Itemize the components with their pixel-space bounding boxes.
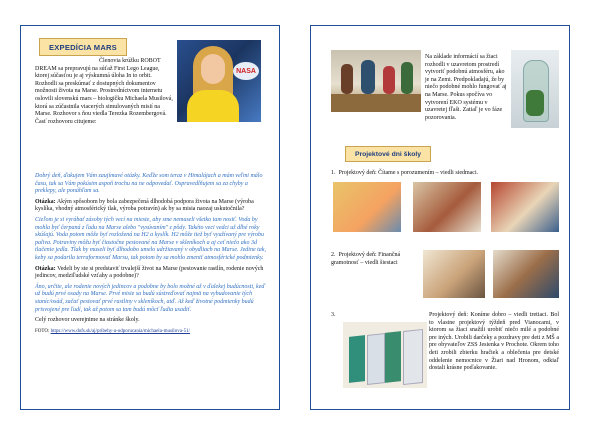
photo-credit <box>35 328 269 336</box>
question-2 <box>35 199 269 214</box>
intro-text: Členovia krúžku ROBOT DREAM sa prepravujú na súťaž First Lego League, ktorej súčasťou je aj výskumná úloha In to orbit. Rozhodli sa preskúmať z dostupných dokumentov možnosti života na Marse. Prostredníctvom internetu oslovili slovenskú mars – biologičku Michaela Musilová, ktorá sa zúčastnila viacerých simulovaných misií na Marse. Rozhovor s ňou viedla Terezka Rozembergová. Časť rozhovoru citujeme: <box>35 58 173 125</box>
question-2-label: Otázka: <box>35 198 56 205</box>
item-3-number: 3. <box>331 312 336 318</box>
project-item-2 <box>331 252 415 267</box>
item-1-text: Projektový deň: Čítame s porozumením – viedli siedmaci. <box>338 170 479 176</box>
eco-bottle-photo <box>511 50 559 128</box>
finance-photo-2 <box>493 250 559 298</box>
intro-paragraph <box>35 60 175 129</box>
item-1-number: 1. <box>331 170 336 176</box>
experiment-text: Na základe informácií sa žiaci rozhodli v uzavretom prostredí vytvoriť podobnú atmosféru, ako je na Zemi. Predpokladajú, že by niečo podobné mohlo fungovať aj na Marse. Pokus spočíva vo vytvorení EKO systému v uzavretej fľaši. Zatiaľ je vo fáze pozorovania. <box>425 54 507 121</box>
item-3-text: Projektový deň: Koníme dobro – viedli tretiaci. Bol to vlastne projektový týždeň pred Vianocami, v ktorom sa žiaci snažili urobiť niečo milé a podobné pre iných. Urobili darčeky a pozdravy pre deti z MŠ a pre obyvateľov ZSS Jesienka v Prochote. Okrem toho deti zrobili zbierku hračiek a oblečenia pre detské oddelenie nemocnice v Žiari nad Hronom, odkiaľ dostali krásne poďakovanie. <box>429 312 559 372</box>
newsletter-page-right <box>310 25 570 410</box>
answer-2: Cieľom je si vyrábať zásoby tých vecí na mieste, aby sme nemuseli všetko tam nosiť. Voda by mohla byť čerpaná z ľadu na Marse alebo "vysúvaním" z pôdy. Takéto veci vedci už dlhé roky skúšajú. Voda potom môže byť rozložená na H2 a kyslík. H2 môže tiež byť využívaný pre výrobu paliva. Potraviny môžu byť čiastočne pestované na Marse v skleníkoch a aj ceť niečo ako 3d tlačenie jedla. Tlak by museli byť dlhodobo umelo udržiavaný v obydliach na Marse. Jedine tak, keby sa podarila terraformovať Marsu, tak potom by sa mohlo zmeniť atmosférické podmienky. <box>35 216 266 261</box>
portrait-photo: NASA <box>177 40 261 122</box>
closing-line: Celý rozhovor uverejnime na stránke školy. <box>35 317 140 324</box>
question-3-label: Otázka: <box>35 265 56 272</box>
reading-photo-2 <box>413 182 481 232</box>
question-3 <box>35 266 269 281</box>
interview-body <box>35 173 269 338</box>
experiment-intro <box>425 54 509 125</box>
classroom-experiment-photo <box>331 50 421 112</box>
photo-source-link[interactable]: https://www.dofs.sk/aj/pribehy-a-odporucania/michaela-musilova-51/ <box>50 328 190 334</box>
books-photo <box>343 322 427 388</box>
photo-label: FOTO: <box>35 328 50 334</box>
section-title: Projektové dni školy <box>345 146 431 162</box>
project-item-1 <box>331 170 561 178</box>
reading-photo-1 <box>333 182 401 232</box>
newsletter-page-left <box>20 25 280 410</box>
answer-3: Áno, určite, ale rodenie nových jedincov a podobne by bolo možné až v ďalekej budúcnosti, keď už budú prvé osady na Marse. Prvé misie sa budú sústreďovať najmä na vybudovanie tých staníc/osád, začať pestovať prvé rastliny v skleníkoch, atď. Až keď životné podmienky budú prisvojené pre ľudí, tak až potom sa tam budú môcť ľudia usadiť. <box>35 283 266 313</box>
finance-photo-1 <box>423 250 485 298</box>
answer-1: Dobrý deň, ďakujem Vám zaujímavé otázky. Keďže som teraz v Himalájach a mám veľmi málo času, tak sa Vám pokúsim aspoň trochu na ne odpovedať. Ospravedlňujem sa za chyby a preklepy, ale ponáhľam sa. <box>35 173 263 195</box>
project-item-3 <box>429 312 559 373</box>
question-3-text: Vedeli by ste si predstaviť trvalejší život na Marse (pestovanie rastlín, rodenie nových jedincov, medziľudské vzťahy a podobne)? <box>35 265 264 280</box>
article-title: EXPEDÍCIA MARS <box>39 38 127 56</box>
item-2-text: Projektový deň: Finančná gramotnosť – viedli šiestaci <box>331 252 401 266</box>
question-2-text: Akým spôsobom by bola zabezpečená dlhodobá podpora života na Marse (výroba kyslíka, vhodný atmosférický tlak, výroba potravín) ak by sa misia naozaj uskutočnila? <box>35 198 254 213</box>
item-2-number: 2. <box>331 252 336 258</box>
reading-photo-3 <box>491 182 559 232</box>
